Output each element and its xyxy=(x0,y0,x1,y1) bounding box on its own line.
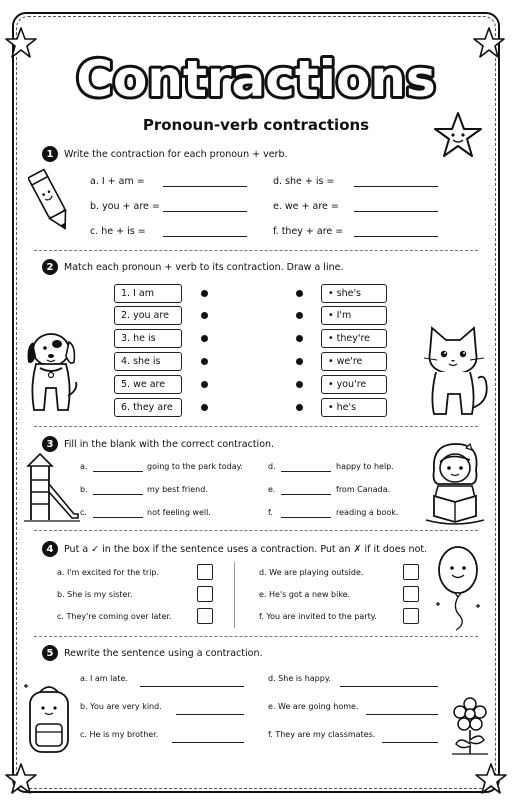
match-right-box[interactable]: • they're xyxy=(321,329,387,348)
cat-icon xyxy=(420,322,492,420)
exercise-text: from Canada. xyxy=(336,485,391,494)
backpack-icon xyxy=(22,682,76,758)
exercise-text: reading a book. xyxy=(336,508,399,517)
exercise-item: e. we + are = xyxy=(273,201,339,212)
answer-checkbox[interactable] xyxy=(197,564,213,580)
answer-line[interactable] xyxy=(93,471,143,472)
answer-line[interactable] xyxy=(163,211,247,212)
section-divider xyxy=(34,636,478,637)
answer-line[interactable] xyxy=(354,186,438,187)
match-left-box[interactable]: 5. we are xyxy=(114,375,182,394)
match-right-box[interactable]: • you're xyxy=(321,375,387,394)
exercise-item: d. She is happy. xyxy=(268,674,331,683)
exercise-item: a. I'm excited for the trip. xyxy=(57,568,160,577)
answer-line[interactable] xyxy=(176,714,244,715)
answer-line[interactable] xyxy=(140,686,244,687)
exercise-item: b. You are very kind. xyxy=(80,702,162,711)
exercise-item: d. she + is = xyxy=(273,176,335,187)
match-right-box[interactable]: • I'm xyxy=(321,306,387,325)
exercise-letter: c. xyxy=(80,508,87,517)
exercise-item: e. We are going home. xyxy=(268,702,359,711)
match-left-box[interactable]: 3. he is xyxy=(114,329,182,348)
exercise-letter: b. xyxy=(80,485,88,494)
exercise-item: c. he + is = xyxy=(90,226,146,237)
answer-line[interactable] xyxy=(163,236,247,237)
answer-line[interactable] xyxy=(172,742,244,743)
section5-heading xyxy=(42,645,263,661)
answer-line[interactable] xyxy=(93,517,143,518)
page-subtitle: Pronoun-verb contractions xyxy=(142,116,370,134)
match-dot[interactable] xyxy=(296,358,303,365)
answer-line[interactable] xyxy=(163,186,247,187)
girl-reading-icon xyxy=(420,440,490,526)
section-divider xyxy=(34,530,478,531)
match-dot[interactable] xyxy=(201,404,208,411)
answer-line[interactable] xyxy=(281,517,331,518)
section1-heading xyxy=(42,146,288,162)
star-icon xyxy=(474,762,508,796)
answer-checkbox[interactable] xyxy=(197,586,213,602)
section2-heading xyxy=(42,259,343,275)
playground-slide-icon xyxy=(22,452,82,524)
section-instruction: Match each pronoun + verb to its contraction. Draw a line. xyxy=(64,261,344,273)
answer-checkbox[interactable] xyxy=(403,586,419,602)
exercise-letter: a. xyxy=(80,462,88,471)
flower-icon xyxy=(448,696,492,758)
match-left-box[interactable]: 2. you are xyxy=(114,306,182,325)
pencil-icon xyxy=(28,164,74,240)
match-dot[interactable] xyxy=(201,312,208,319)
exercise-item: f. They are my classmates. xyxy=(268,730,376,739)
answer-checkbox[interactable] xyxy=(197,608,213,624)
section-divider xyxy=(34,250,478,251)
match-dot[interactable] xyxy=(201,381,208,388)
section-instruction: Write the contraction for each pronoun + verb. xyxy=(64,148,288,160)
exercise-text: my best friend. xyxy=(147,485,208,494)
exercise-item: f. You are invited to the party. xyxy=(259,612,377,621)
exercise-item: c. He is my brother. xyxy=(80,730,159,739)
match-dot[interactable] xyxy=(296,404,303,411)
section-number: 3 xyxy=(42,436,58,452)
exercise-text: not feeling well. xyxy=(147,508,211,517)
answer-line[interactable] xyxy=(93,494,143,495)
match-dot[interactable] xyxy=(201,290,208,297)
star-icon xyxy=(472,26,506,60)
section-number: 5 xyxy=(42,645,58,661)
exercise-item: b. you + are = xyxy=(90,201,160,212)
match-right-box[interactable]: • we're xyxy=(321,352,387,371)
section-instruction: Fill in the blank with the correct contraction. xyxy=(64,438,275,450)
star-icon xyxy=(4,26,38,60)
exercise-item: c. They're coming over later. xyxy=(57,612,172,621)
answer-line[interactable] xyxy=(382,742,438,743)
match-left-box[interactable]: 6. they are xyxy=(114,398,182,417)
exercise-item: a. I + am = xyxy=(90,176,145,187)
match-right-box[interactable]: • he's xyxy=(321,398,387,417)
column-divider xyxy=(234,562,235,628)
match-left-box[interactable]: 1. I am xyxy=(114,284,182,303)
svg-text:Contractions: Contractions xyxy=(76,50,436,108)
match-dot[interactable] xyxy=(201,335,208,342)
match-dot[interactable] xyxy=(296,290,303,297)
exercise-item: f. they + are = xyxy=(273,226,344,237)
answer-checkbox[interactable] xyxy=(403,564,419,580)
exercise-item: d. We are playing outside. xyxy=(259,568,364,577)
exercise-letter: e. xyxy=(268,485,276,494)
puppy-icon xyxy=(20,326,82,418)
section-instruction: Put a ✓ in the box if the sentence uses a contraction. Put an ✗ if it does not. xyxy=(64,543,428,555)
exercise-letter: f. xyxy=(268,508,273,517)
section-number: 4 xyxy=(42,541,58,557)
section-number: 1 xyxy=(42,146,58,162)
match-dot[interactable] xyxy=(201,358,208,365)
exercise-letter: d. xyxy=(268,462,276,471)
exercise-item: b. She is my sister. xyxy=(57,590,133,599)
match-dot[interactable] xyxy=(296,335,303,342)
answer-line[interactable] xyxy=(354,236,438,237)
exercise-item: e. He's got a new bike. xyxy=(259,590,351,599)
section-number: 2 xyxy=(42,259,58,275)
answer-line[interactable] xyxy=(354,211,438,212)
match-dot[interactable] xyxy=(296,381,303,388)
match-dot[interactable] xyxy=(296,312,303,319)
answer-line[interactable] xyxy=(366,714,438,715)
answer-line[interactable] xyxy=(281,494,331,495)
match-right-box[interactable]: • she's xyxy=(321,284,387,303)
exercise-item: a. I am late. xyxy=(80,674,128,683)
page-title xyxy=(56,44,456,114)
section-instruction: Rewrite the sentence using a contraction. xyxy=(64,647,263,659)
star-icon xyxy=(4,762,38,796)
smiling-star-icon xyxy=(432,110,484,162)
match-left-box[interactable]: 4. she is xyxy=(114,352,182,371)
answer-checkbox[interactable] xyxy=(403,608,419,624)
balloon-icon xyxy=(432,544,484,632)
answer-line[interactable] xyxy=(340,686,438,687)
answer-line[interactable] xyxy=(281,471,331,472)
exercise-text: happy to help. xyxy=(336,462,394,471)
section-divider xyxy=(34,426,478,427)
section4-heading xyxy=(42,541,427,557)
exercise-text: going to the park today. xyxy=(147,462,243,471)
section3-heading xyxy=(42,436,274,452)
